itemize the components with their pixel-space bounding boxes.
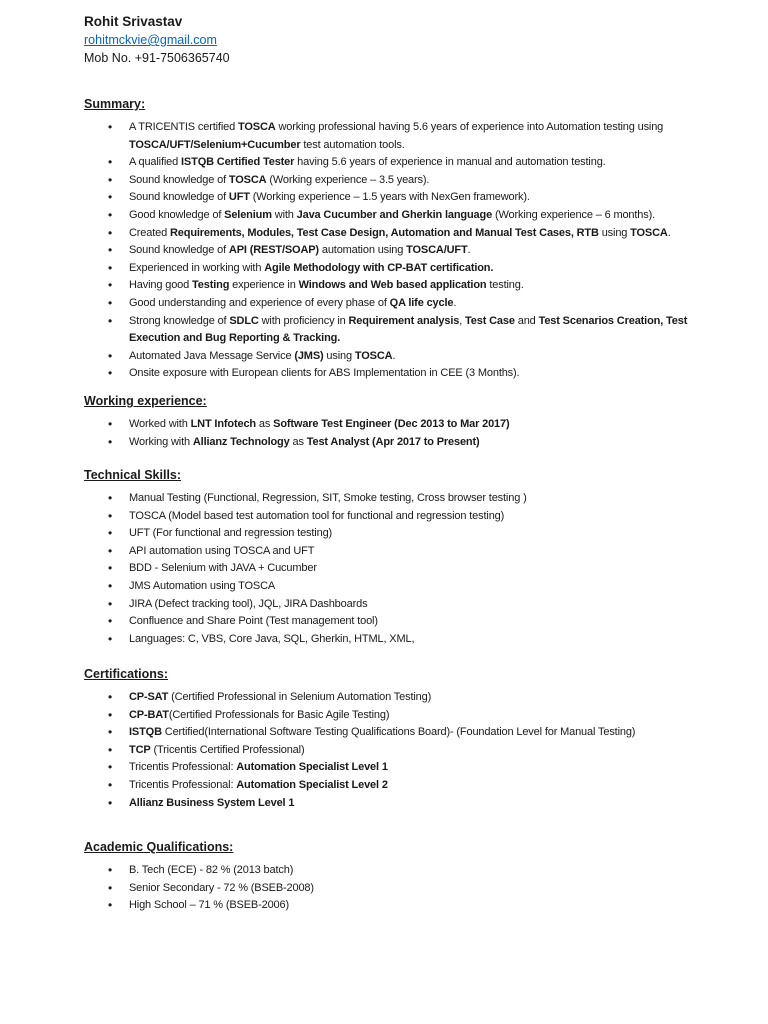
academics-section	[84, 838, 724, 915]
bold-text: ISTQB Certified Tester	[181, 156, 295, 169]
bold-text: TOSCA	[237, 121, 276, 133]
list-item	[84, 777, 724, 795]
bold-text: Allianz Technology	[192, 435, 290, 448]
text: .	[667, 226, 671, 239]
bold-text: CP-SAT	[129, 691, 169, 703]
skills-list	[84, 490, 724, 648]
list-item	[84, 434, 724, 452]
bold-text: Windows and Web based application	[298, 279, 487, 292]
list-item	[84, 631, 724, 649]
text: working professional having 5.6 years of experience into Automation testing using	[275, 121, 664, 133]
bold-text: Java Cucumber and Gherkin language	[296, 208, 493, 221]
bold-text: Selenium	[224, 208, 272, 221]
text: Automated Java Message Service	[129, 349, 295, 362]
bold-text: UFT	[228, 191, 250, 204]
text: .	[392, 349, 396, 362]
list-item	[84, 707, 724, 725]
list-item	[84, 742, 724, 760]
experience-section	[84, 392, 724, 451]
list-item	[84, 596, 724, 614]
bold-text: SDLC	[229, 314, 259, 327]
list-item	[84, 508, 724, 526]
bold-text: Allianz Business System Level 1	[129, 796, 295, 809]
text: with	[271, 208, 297, 221]
text: (Working experience – 3.5 years).	[266, 173, 430, 186]
text: .	[467, 244, 471, 257]
list-item	[84, 260, 724, 278]
resume-header	[84, 12, 230, 67]
text: Good knowledge of	[129, 208, 225, 221]
experience-list	[84, 416, 724, 451]
bold-text: TOSCA	[228, 173, 267, 186]
skills-heading: Technical Skills:	[84, 468, 182, 482]
text: (Certified Professional in Selenium Automation Testing)	[168, 691, 432, 703]
list-item	[84, 560, 724, 578]
text: Worked with	[129, 418, 191, 430]
certifications-list	[84, 689, 724, 812]
bold-text: Requirement analysis	[348, 314, 460, 327]
text: Sound knowledge of	[129, 244, 229, 257]
text: Onsite exposure with European clients for ABS Implementation in CEE (3 Months).	[129, 367, 520, 380]
text: B. Tech (ECE) - 82 % (2013 batch)	[129, 864, 294, 876]
summary-heading: Summary:	[84, 97, 146, 111]
text: Good understanding and experience of every phase of	[129, 296, 390, 309]
bold-text: Agile Methodology with CP-BAT certification.	[264, 261, 494, 274]
list-item	[84, 880, 724, 898]
bold-text: Test Analyst (Apr 2017 to Present)	[306, 435, 480, 448]
list-item	[84, 543, 724, 561]
email-link[interactable]: rohitmckvie@gmail.com	[84, 33, 217, 47]
text: using	[598, 226, 631, 239]
list-item	[84, 207, 724, 225]
text: Created	[129, 226, 170, 239]
bold-text: API (REST/SOAP)	[228, 244, 319, 257]
bold-text: LNT Infotech	[190, 418, 256, 430]
mobile-number: Mob No. +91-7506365740	[84, 51, 230, 65]
list-item	[84, 225, 724, 243]
bold-text: Requirements, Modules, Test Case Design, Automation and Manual Test Cases, RTB	[170, 226, 599, 239]
list-item	[84, 172, 724, 190]
text: Certified(International Software Testing Qualifications Board)- (Foundation Level for Manual Testing)	[161, 726, 636, 739]
text: BDD - Selenium with JAVA + Cucumber	[129, 562, 317, 575]
list-item	[84, 189, 724, 207]
text: with proficiency in	[258, 314, 349, 327]
list-item	[84, 295, 724, 313]
text: (Working experience – 6 months).	[492, 208, 656, 221]
bold-text: Software Test Engineer (Dec 2013 to Mar 2017)	[273, 418, 510, 430]
text: Manual Testing (Functional, Regression, SIT, Smoke testing, Cross browser testing )	[129, 492, 527, 504]
certifications-section	[84, 665, 724, 812]
list-item	[84, 862, 724, 880]
text: A TRICENTIS certified	[129, 121, 238, 133]
text: (Working experience – 1.5 years with NexGen framework).	[249, 191, 530, 204]
text: (Certified Professionals for Basic Agile Testing)	[168, 708, 390, 721]
list-item	[84, 490, 724, 508]
academics-heading: Academic Qualifications:	[84, 840, 234, 854]
list-item	[84, 525, 724, 543]
candidate-name: Rohit Srivastav	[84, 14, 183, 29]
text: High School – 71 % (BSEB-2006)	[129, 899, 289, 912]
bold-text: Automation Specialist Level 2	[236, 778, 388, 791]
text: A qualified	[129, 156, 182, 169]
list-item	[84, 759, 724, 777]
text: Sound knowledge of	[129, 191, 229, 204]
text: Having good	[129, 279, 193, 292]
text: Working with	[129, 435, 193, 448]
bold-text: TOSCA	[630, 226, 668, 239]
bold-text: Test Case	[465, 314, 515, 327]
list-item	[84, 348, 724, 366]
experience-heading: Working experience:	[84, 394, 207, 408]
list-item	[84, 795, 724, 813]
text: Sound knowledge of	[129, 173, 229, 186]
text: Languages: C, VBS, Core Java, SQL, Gherkin, HTML, XML,	[129, 632, 415, 645]
text: as	[289, 435, 307, 448]
text: having 5.6 years of experience in manual and automation testing.	[294, 156, 606, 169]
text: JIRA (Defect tracking tool), JQL, JIRA Dashboards	[129, 597, 368, 610]
text: API automation using TOSCA and UFT	[129, 544, 315, 557]
text: ,	[459, 314, 466, 327]
text: .	[453, 296, 457, 309]
bold-text: TOSCA	[354, 349, 393, 362]
list-item	[84, 313, 724, 348]
text: UFT (For functional and regression testing)	[129, 527, 333, 540]
bold-text: TOSCA/UFT/Selenium+Cucumber	[129, 138, 301, 151]
bold-text: TCP	[129, 743, 151, 756]
certifications-heading: Certifications:	[84, 667, 169, 681]
text: TOSCA (Model based test automation tool for functional and regression testing)	[129, 509, 505, 522]
list-item	[84, 578, 724, 596]
list-item	[84, 724, 724, 742]
text: Tricentis Professional:	[129, 778, 237, 791]
bold-text: TOSCA/UFT	[406, 244, 468, 257]
summary-section	[84, 95, 724, 383]
text: Tricentis Professional:	[129, 761, 237, 774]
bold-text: CP-BAT	[129, 708, 169, 721]
list-item	[84, 119, 724, 154]
academics-list	[84, 862, 724, 915]
summary-list	[84, 119, 724, 383]
list-item	[84, 897, 724, 915]
list-item	[84, 689, 724, 707]
bold-text: ISTQB	[129, 726, 162, 739]
skills-section	[84, 466, 724, 648]
text: and	[514, 314, 539, 327]
list-item	[84, 416, 724, 434]
bold-text: Testing	[192, 279, 230, 292]
text: automation using	[318, 244, 407, 257]
bold-text: Test Scenarios Creation, Test Execution and Bug Reporting & Tracking.	[129, 314, 688, 345]
bold-text: QA life cycle	[389, 296, 454, 309]
text: Confluence and Share Point (Test management tool)	[129, 615, 378, 628]
text: (Tricentis Certified Professional)	[150, 743, 305, 756]
list-item	[84, 242, 724, 260]
text: JMS Automation using TOSCA	[129, 579, 276, 592]
text: as	[256, 418, 274, 430]
bold-text: (JMS)	[294, 349, 324, 362]
text: testing.	[486, 279, 524, 292]
text: Strong knowledge of	[129, 314, 230, 327]
text: experience in	[229, 279, 299, 292]
text: Senior Secondary - 72 % (BSEB-2008)	[129, 881, 314, 894]
list-item	[84, 365, 724, 383]
bold-text: Automation Specialist Level 1	[236, 761, 388, 774]
text: Experienced in working with	[129, 261, 265, 274]
list-item	[84, 277, 724, 295]
list-item	[84, 613, 724, 631]
text: test automation tools.	[300, 138, 405, 151]
list-item	[84, 154, 724, 172]
text: using	[323, 349, 355, 362]
